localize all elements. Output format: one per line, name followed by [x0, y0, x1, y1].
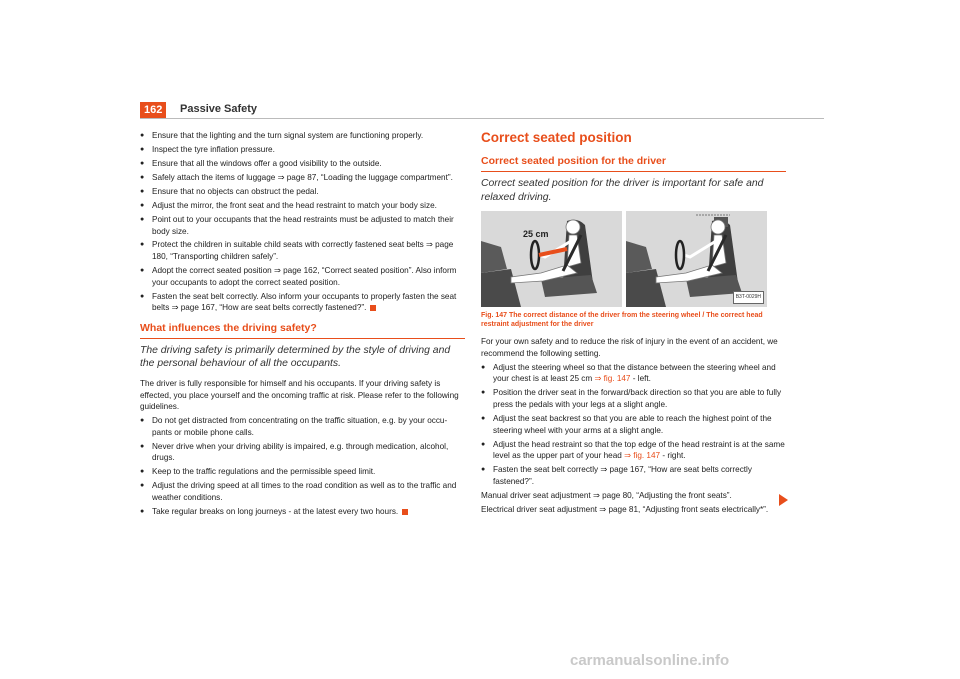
intro-paragraph: For your own safety and to reduce the risk of injury in the event of an accident, we recommend the following setting.: [481, 337, 778, 358]
list-item: ● Protect the children in suitable child seats with correctly fastened seat belts ⇒ page 180, “Transporting children safely”.: [140, 239, 465, 262]
list-item: ● Point out to your occupants that the head restraints must be adjusted to match their body size.: [140, 214, 465, 237]
list-item: ● Ensure that all the windows offer a good visibility to the outside.: [140, 158, 465, 170]
end-of-section-marker: [370, 305, 376, 311]
right-column: [481, 130, 786, 518]
list-item-last: [140, 291, 465, 314]
list-item: ● Do not get distracted from concentrating on the traffic situation, e.g. by your occu-pants or mobile phone calls.: [140, 415, 465, 438]
continue-arrow-icon[interactable]: [779, 494, 788, 506]
header-divider: [140, 118, 824, 119]
figure-caption: Fig. 147 The correct distance of the driver from the steering wheel / The correct head restraint adjustment for the driver: [481, 312, 763, 329]
list-item: ● Adopt the correct seated position ⇒ page 162, “Correct seated position”. Also inform your occupants to adopt the correct seated position.: [140, 265, 465, 288]
list-item: ● Adjust the seat backrest so that you are able to reach the highest point of the steering wheel with your arms at a slight angle.: [481, 413, 786, 436]
list-item: ● Fasten the seat belt correctly ⇒ page 167, “How are seat belts correctly fastened?”.: [481, 464, 786, 487]
electrical-seat-reference: Electrical driver seat adjustment ⇒ page 81, “Adjusting front seats electrically*”.: [481, 504, 769, 514]
list-item: ● Ensure that the lighting and the turn signal system are functioning properly.: [140, 130, 465, 142]
section-heading-seated-position: Correct seated position: [481, 130, 632, 145]
list-item-text: Take regular breaks on long journeys - at the latest every two hours.: [152, 506, 399, 516]
list-item: ● Inspect the tyre inflation pressure.: [140, 144, 465, 156]
page-header: [140, 102, 824, 118]
figure-reference-link[interactable]: ⇒ fig. 147: [594, 374, 631, 384]
list-item-text: Fasten the seat belt correctly. Also inform your occupants to properly fasten the seat belts ⇒ page 167, “How are seat belts correctly fastened?”.: [152, 291, 457, 313]
list-item: ● Keep to the traffic regulations and the permissible speed limit.: [140, 466, 465, 478]
figure-reference-link[interactable]: ⇒ fig. 147: [624, 451, 661, 461]
subsection-heading-driving-safety: What influences the driving safety?: [140, 321, 317, 334]
list-item: ● Ensure that no objects can obstruct the pedal.: [140, 186, 465, 198]
list-item-text: Adjust the steering wheel so that the distance between the steering wheel and your chest is at least 25 cm: [493, 362, 776, 384]
heading-divider: [481, 171, 786, 172]
figure-code: B3T-0029H: [733, 291, 764, 305]
figure-147: [481, 211, 773, 307]
lead-text: Correct seated position for the driver is important for safe and relaxed driving.: [481, 178, 764, 203]
list-item: ● Never drive when your driving ability is impaired, e.g. through medication, alcohol, drugs.: [140, 441, 465, 464]
list-item: ● Adjust the driving speed at all times to the road condition as well as to the traffic and weather conditions.: [140, 480, 465, 503]
list-item-text: - right.: [660, 451, 686, 461]
seat-steering-distance-image: [481, 211, 622, 307]
list-item-text: - left.: [630, 374, 651, 384]
subsection-heading-driver: Correct seated position for the driver: [481, 155, 666, 167]
driver-distance-illustration: [481, 211, 622, 307]
list-item-last: [140, 506, 465, 518]
left-column: [140, 130, 465, 520]
distance-label: 25 cm: [523, 229, 549, 240]
list-item-text: Adjust the head restraint so that the top edge of the head restraint is at the same level as the upper part of your head: [493, 439, 785, 461]
end-of-section-marker: [402, 509, 408, 515]
lead-text: The driving safety is primarily determined by the style of driving and the personal behaviour of all the occupants.: [140, 344, 451, 370]
page-number: 162: [140, 102, 166, 118]
list-item: ● Position the driver seat in the forward/back direction so that you are able to fully press the pedals with your legs at a slight angle.: [481, 387, 786, 410]
list-item: ● Adjust the mirror, the front seat and the head restraint to match your body size.: [140, 200, 465, 212]
list-item: [481, 439, 786, 462]
head-restraint-illustration: [626, 211, 767, 307]
list-item: [481, 362, 786, 385]
manual-seat-reference: Manual driver seat adjustment ⇒ page 80, “Adjusting the front seats”.: [481, 490, 732, 500]
chapter-title: Passive Safety: [180, 103, 258, 115]
site-watermark: carmanualsonline.info: [570, 652, 730, 669]
intro-paragraph: The driver is fully responsible for himself and his occupants. If your driving safety is effected, you place yourself and the oncoming traffic at risk. Please refer to the following guidelines.: [140, 379, 459, 412]
heading-divider: [140, 338, 465, 339]
list-item: ● Safely attach the items of luggage ⇒ page 87, “Loading the luggage compartment”.: [140, 172, 465, 184]
